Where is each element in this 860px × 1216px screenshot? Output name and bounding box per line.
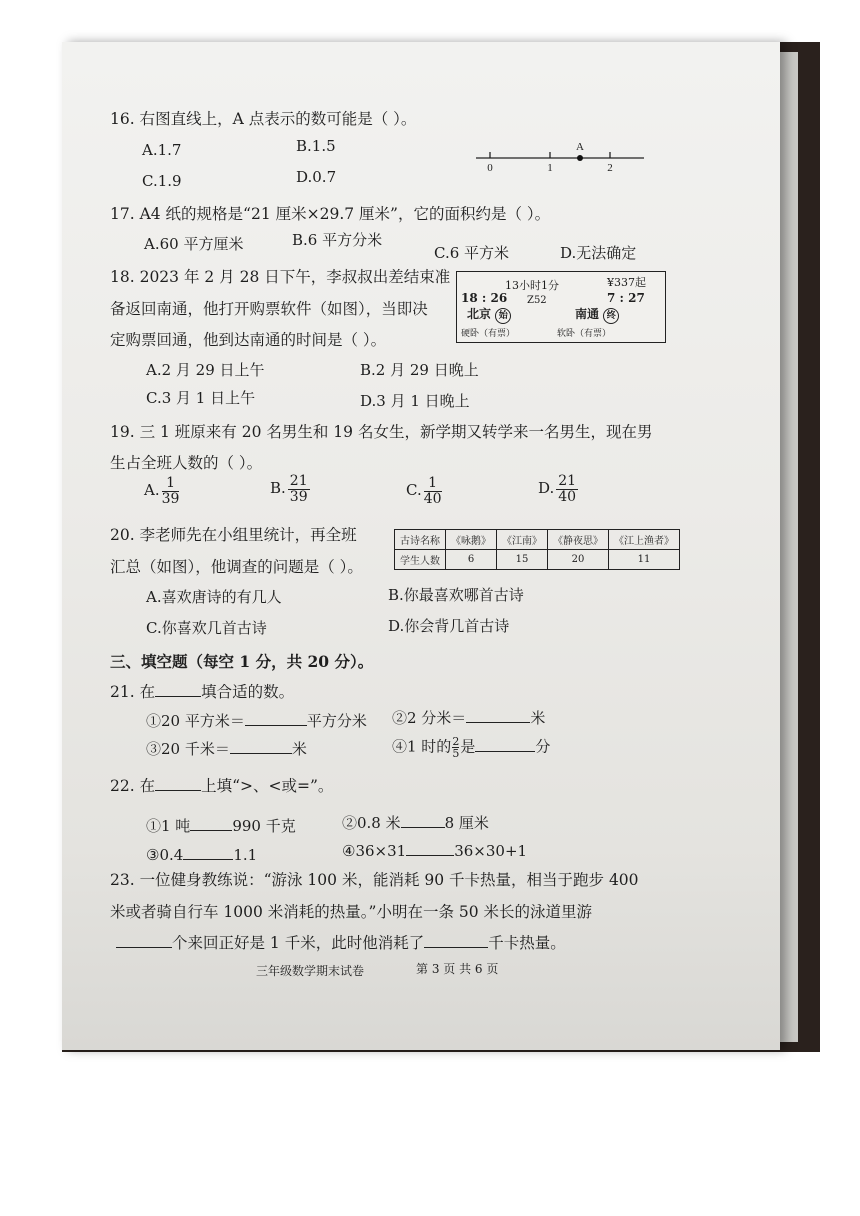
footer-page-number: 第 3 页 共 6 页 xyxy=(416,962,499,976)
q17-stem: 17. A4 纸的规格是“21 厘米×29.7 厘米”，它的面积约是（ ）。 xyxy=(110,205,551,223)
q18-line-1: 18. 2023 年 2 月 28 日下午，李叔叔出差结束准 xyxy=(110,268,451,286)
q19-option-c-fraction xyxy=(424,476,442,506)
q20-option-d: D.你会背几首古诗 xyxy=(388,617,510,635)
q19-line-1: 19. 三 1 班原来有 20 名男生和 19 名女生，新学期又转学来一名男生，现在男 xyxy=(110,423,653,441)
q16-option-c: C.1.9 xyxy=(142,172,182,190)
q21-item-1-post: 平方分米 xyxy=(306,712,367,730)
denominator: 5 xyxy=(452,747,460,760)
q22-item-2-post: 8 厘米 xyxy=(444,814,489,832)
q22-item-4 xyxy=(342,843,527,859)
q22-item-2 xyxy=(342,815,489,831)
q21-item-4-post: 分 xyxy=(535,737,551,756)
ticket-seat-soft: 软卧（有票） xyxy=(557,329,612,339)
q22-stem-post: 上填“>、<或=”。 xyxy=(201,777,334,795)
q19-option-b-label: B. xyxy=(270,479,286,498)
q20-option-b: B.你最喜欢哪首古诗 xyxy=(388,586,524,604)
q17-option-a: A.60 平方厘米 xyxy=(144,235,244,253)
ticket-price: ¥337起 xyxy=(607,276,646,289)
answer-blank[interactable] xyxy=(424,935,488,948)
table-cell: 20 xyxy=(548,550,609,570)
q22-item-1-post: 990 千克 xyxy=(232,817,296,835)
q17-option-c: C.6 平方米 xyxy=(434,244,510,262)
ticket-destination-name: 南通 xyxy=(575,307,600,321)
q22-item-2-pre: ②0.8 米 xyxy=(342,814,401,832)
table-header-cell: 《咏鹅》 xyxy=(446,530,497,550)
q22-item-4-pre: ④36×31 xyxy=(342,842,407,860)
numerator: 2 xyxy=(452,735,460,748)
tick-label-0: 0 xyxy=(487,162,493,174)
q23-line-1: 23. 一位健身教练说：“游泳 100 米，能消耗 90 千卡热量，相当于跑步 400 xyxy=(110,871,639,889)
answer-blank[interactable] xyxy=(406,843,454,856)
numerator: 21 xyxy=(289,473,308,489)
q21-stem-post: 填合适的数。 xyxy=(201,683,295,701)
blank-line xyxy=(155,684,201,697)
q19-option-a-label: A. xyxy=(144,481,160,500)
q22-stem xyxy=(110,778,333,795)
q23-line-3-mid: 个来回正好是 1 千米，此时他消耗了 xyxy=(172,934,425,952)
answer-blank[interactable] xyxy=(190,818,232,831)
q22-item-3-post: 1.1 xyxy=(233,846,258,864)
section-3-heading: 三、填空题（每空 1 分，共 20 分）。 xyxy=(110,652,374,671)
ticket-depart-time: 18 : 26 xyxy=(461,291,508,305)
q23-line-3-end: 千卡热量。 xyxy=(488,934,566,952)
answer-blank[interactable] xyxy=(183,847,233,860)
ticket-origin-tag: 始 xyxy=(495,308,511,324)
ticket-seat-hard: 硬卧（有票） xyxy=(461,329,516,339)
table-cell: 15 xyxy=(497,550,548,570)
q20-line-1: 20. 李老师先在小组里统计，再全班 xyxy=(110,526,357,544)
answer-blank[interactable] xyxy=(230,741,292,754)
answer-blank[interactable] xyxy=(401,815,445,828)
q21-item-3 xyxy=(146,741,307,757)
q21-stem xyxy=(110,684,294,701)
q21-item-4-pre: ④1 时的 xyxy=(392,737,452,756)
answer-blank[interactable] xyxy=(475,739,535,752)
q18-option-a: A.2 月 29 日上午 xyxy=(146,361,265,379)
number-line-figure xyxy=(470,138,650,176)
ticket-duration: 13小时1分 xyxy=(505,279,559,292)
q19-option-b-fraction xyxy=(288,474,310,504)
q18-line-2: 备返回南通，他打开购票软件（如图），当即决 xyxy=(110,300,428,318)
q19-option-c-label: C. xyxy=(406,481,422,500)
q21-item-1-pre: ①20 平方米＝ xyxy=(146,712,245,730)
denominator: 40 xyxy=(423,490,442,507)
q22-item-4-post: 36×30+1 xyxy=(454,842,528,860)
train-ticket-figure xyxy=(456,271,666,343)
ticket-destination xyxy=(575,308,619,324)
q17-option-b: B.6 平方分米 xyxy=(292,231,383,249)
q21-item-1 xyxy=(146,713,367,729)
tick-label-2: 2 xyxy=(607,162,613,174)
table-header-cell: 《江上渔者》 xyxy=(609,530,680,550)
tick-label-1: 1 xyxy=(547,162,553,174)
q22-item-1 xyxy=(146,818,296,834)
q22-item-3 xyxy=(146,847,257,863)
table-cell: 11 xyxy=(609,550,680,570)
q21-item-4-mid: 是 xyxy=(460,737,476,756)
point-a-marker xyxy=(577,155,583,161)
table-header-cell: 古诗名称 xyxy=(395,530,446,550)
ticket-train-number: Z52 xyxy=(527,295,547,306)
ticket-origin-name: 北京 xyxy=(467,307,492,321)
q21-item-2 xyxy=(392,710,545,726)
q19-option-a-fraction xyxy=(162,476,180,506)
ticket-destination-tag: 终 xyxy=(603,308,619,324)
ticket-arrive-time: 7 : 27 xyxy=(607,291,645,305)
denominator: 40 xyxy=(558,488,577,505)
q19-option-c xyxy=(406,476,444,506)
table-header-cell: 《静夜思》 xyxy=(548,530,609,550)
answer-blank[interactable] xyxy=(116,935,172,948)
q19-option-b xyxy=(270,474,312,504)
denominator: 39 xyxy=(289,488,308,505)
q23-line-2: 米或者骑自行车 1000 米消耗的热量。”小明在一条 50 米长的泳道里游 xyxy=(110,903,593,921)
q20-option-c: C.你喜欢几首古诗 xyxy=(146,619,267,637)
q17-option-d: D.无法确定 xyxy=(560,244,637,262)
numerator: 21 xyxy=(558,473,577,489)
q16-stem: 16. 右图直线上，A 点表示的数可能是（ ）。 xyxy=(110,110,417,128)
footer-title: 三年级数学期末试卷 xyxy=(256,964,365,978)
table-cell: 学生人数 xyxy=(395,550,446,570)
q21-item-4-fraction xyxy=(452,736,459,759)
q18-option-d: D.3 月 1 日晚上 xyxy=(360,392,470,410)
numerator: 1 xyxy=(162,476,180,492)
q16-option-a: A.1.7 xyxy=(142,141,182,159)
q20-option-a: A.喜欢唐诗的有几人 xyxy=(146,588,282,606)
q18-option-c: C.3 月 1 日上午 xyxy=(146,389,256,407)
table-header-cell: 《江南》 xyxy=(497,530,548,550)
ticket-origin xyxy=(467,308,511,324)
q16-option-b: B.1.5 xyxy=(296,137,336,155)
q21-item-4 xyxy=(392,736,550,759)
q19-option-a xyxy=(144,476,181,506)
q21-item-2-pre: ②2 分米＝ xyxy=(392,709,467,727)
q22-item-1-pre: ①1 吨 xyxy=(146,817,191,835)
q19-option-d-label: D. xyxy=(538,479,555,498)
q16-option-d: D.0.7 xyxy=(296,168,337,186)
table-cell: 6 xyxy=(446,550,497,570)
q18-line-3: 定购票回通，他到达南通的时间是（ ）。 xyxy=(110,331,387,349)
q20-line-2: 汇总（如图），他调查的问题是（ ）。 xyxy=(110,558,363,576)
q22-stem-pre: 22. 在 xyxy=(110,777,156,795)
point-a-label: A xyxy=(576,141,584,153)
numerator: 1 xyxy=(424,476,442,492)
denominator: 39 xyxy=(161,490,180,507)
q19-option-d xyxy=(538,474,580,504)
poem-survey-table xyxy=(394,529,680,570)
blank-line xyxy=(155,778,201,791)
q19-option-d-fraction xyxy=(556,474,578,504)
table-header-row xyxy=(395,530,680,550)
q21-stem-pre: 21. 在 xyxy=(110,683,156,701)
q21-item-2-post: 米 xyxy=(530,709,546,727)
q21-item-3-post: 米 xyxy=(291,740,307,758)
answer-blank[interactable] xyxy=(245,713,307,726)
answer-blank[interactable] xyxy=(466,710,530,723)
q23-line-3 xyxy=(116,935,566,952)
q18-option-b: B.2 月 29 日晚上 xyxy=(360,361,479,379)
table-row xyxy=(395,550,680,570)
q22-item-3-pre: ③0.4 xyxy=(146,846,184,864)
q21-item-3-pre: ③20 千米＝ xyxy=(146,740,230,758)
q19-line-2: 生占全班人数的（ ）。 xyxy=(110,454,263,472)
